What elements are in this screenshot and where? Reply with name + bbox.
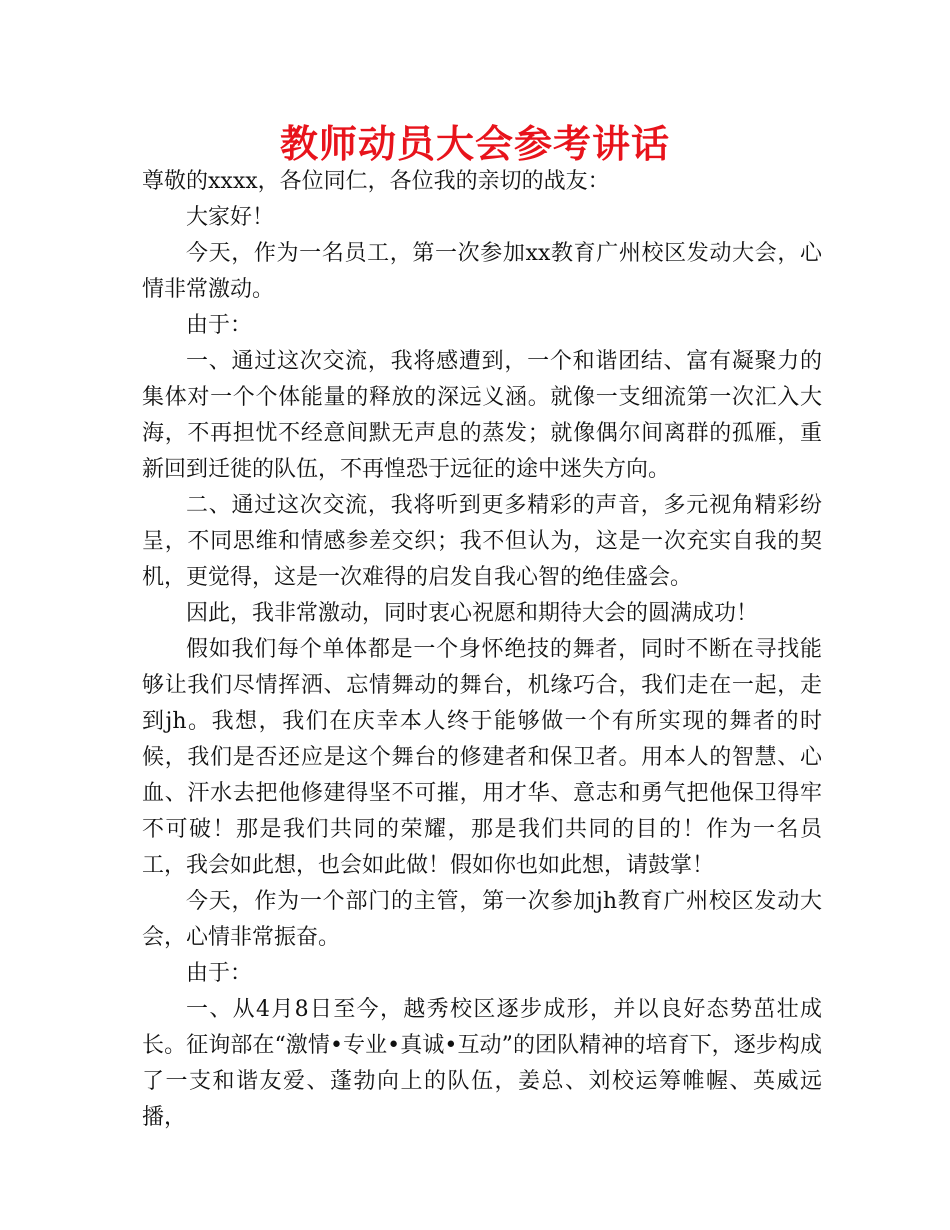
paragraph: 因此，我非常激动，同时衷心祝愿和期待大会的圆满成功！ xyxy=(186,601,759,626)
paragraph: 今天，作为一名员工，第一次参加xx教育广州校区发动大会，心情非常激动。 xyxy=(142,241,822,302)
paragraph: 二、通过这次交流，我将听到更多精彩的声音，多元视角精彩纷呈，不同思维和情感参差交织；我不但认为，这是一次充实自我的契机，更觉得，这是一次难得的启发自我心智的绝佳盛会。 xyxy=(142,493,822,590)
salutation: 尊敬的xxxx，各位同仁，各位我的亲切的战友： xyxy=(142,169,610,194)
paragraph: 由于： xyxy=(186,961,253,986)
paragraph: 由于： xyxy=(186,313,253,338)
document-title: 教师动员大会参考讲话 xyxy=(279,122,670,166)
document-body xyxy=(142,164,822,1136)
paragraph: 今天，作为一个部门的主管，第一次参加jh教育广州校区发动大会，心情非常振奋。 xyxy=(142,889,822,950)
paragraph: 一、从4月8日至今，越秀校区逐步成形，并以良好态势茁壮成长。征询部在“激情•专业•真诚•互动”的团队精神的培育下，逐步构成了一支和谐友爱、蓬勃向上的队伍，姜总、刘校运筹帷幄、英威远播， xyxy=(142,997,822,1130)
paragraph: 一、通过这次交流，我将感遭到，一个和谐团结、富有凝聚力的集体对一个个体能量的释放的深远义涵。就像一支细流第一次汇入大海，不再担忧不经意间默无声息的蒸发；就像偶尔间离群的孤雁，重新回到迁徙的队伍，不再惶恐于远征的途中迷失方向。 xyxy=(142,349,822,482)
greeting: 大家好！ xyxy=(186,205,275,230)
paragraph: 假如我们每个单体都是一个身怀绝技的舞者，同时不断在寻找能够让我们尽情挥洒、忘情舞动的舞台，机缘巧合，我们走在一起，走到jh。我想，我们在庆幸本人终于能够做一个有所实现的舞者的时候，我们是否还应是这个舞台的修建者和保卫者。用本人的智慧、心血、汗水去把他修建得坚不可摧，用才华、意志和勇气把他保卫得牢不可破！那是我们共同的荣耀，那是我们共同的目的！作为一名员工，我会如此想，也会如此做！假如你也如此想，请鼓掌！ xyxy=(142,637,822,878)
